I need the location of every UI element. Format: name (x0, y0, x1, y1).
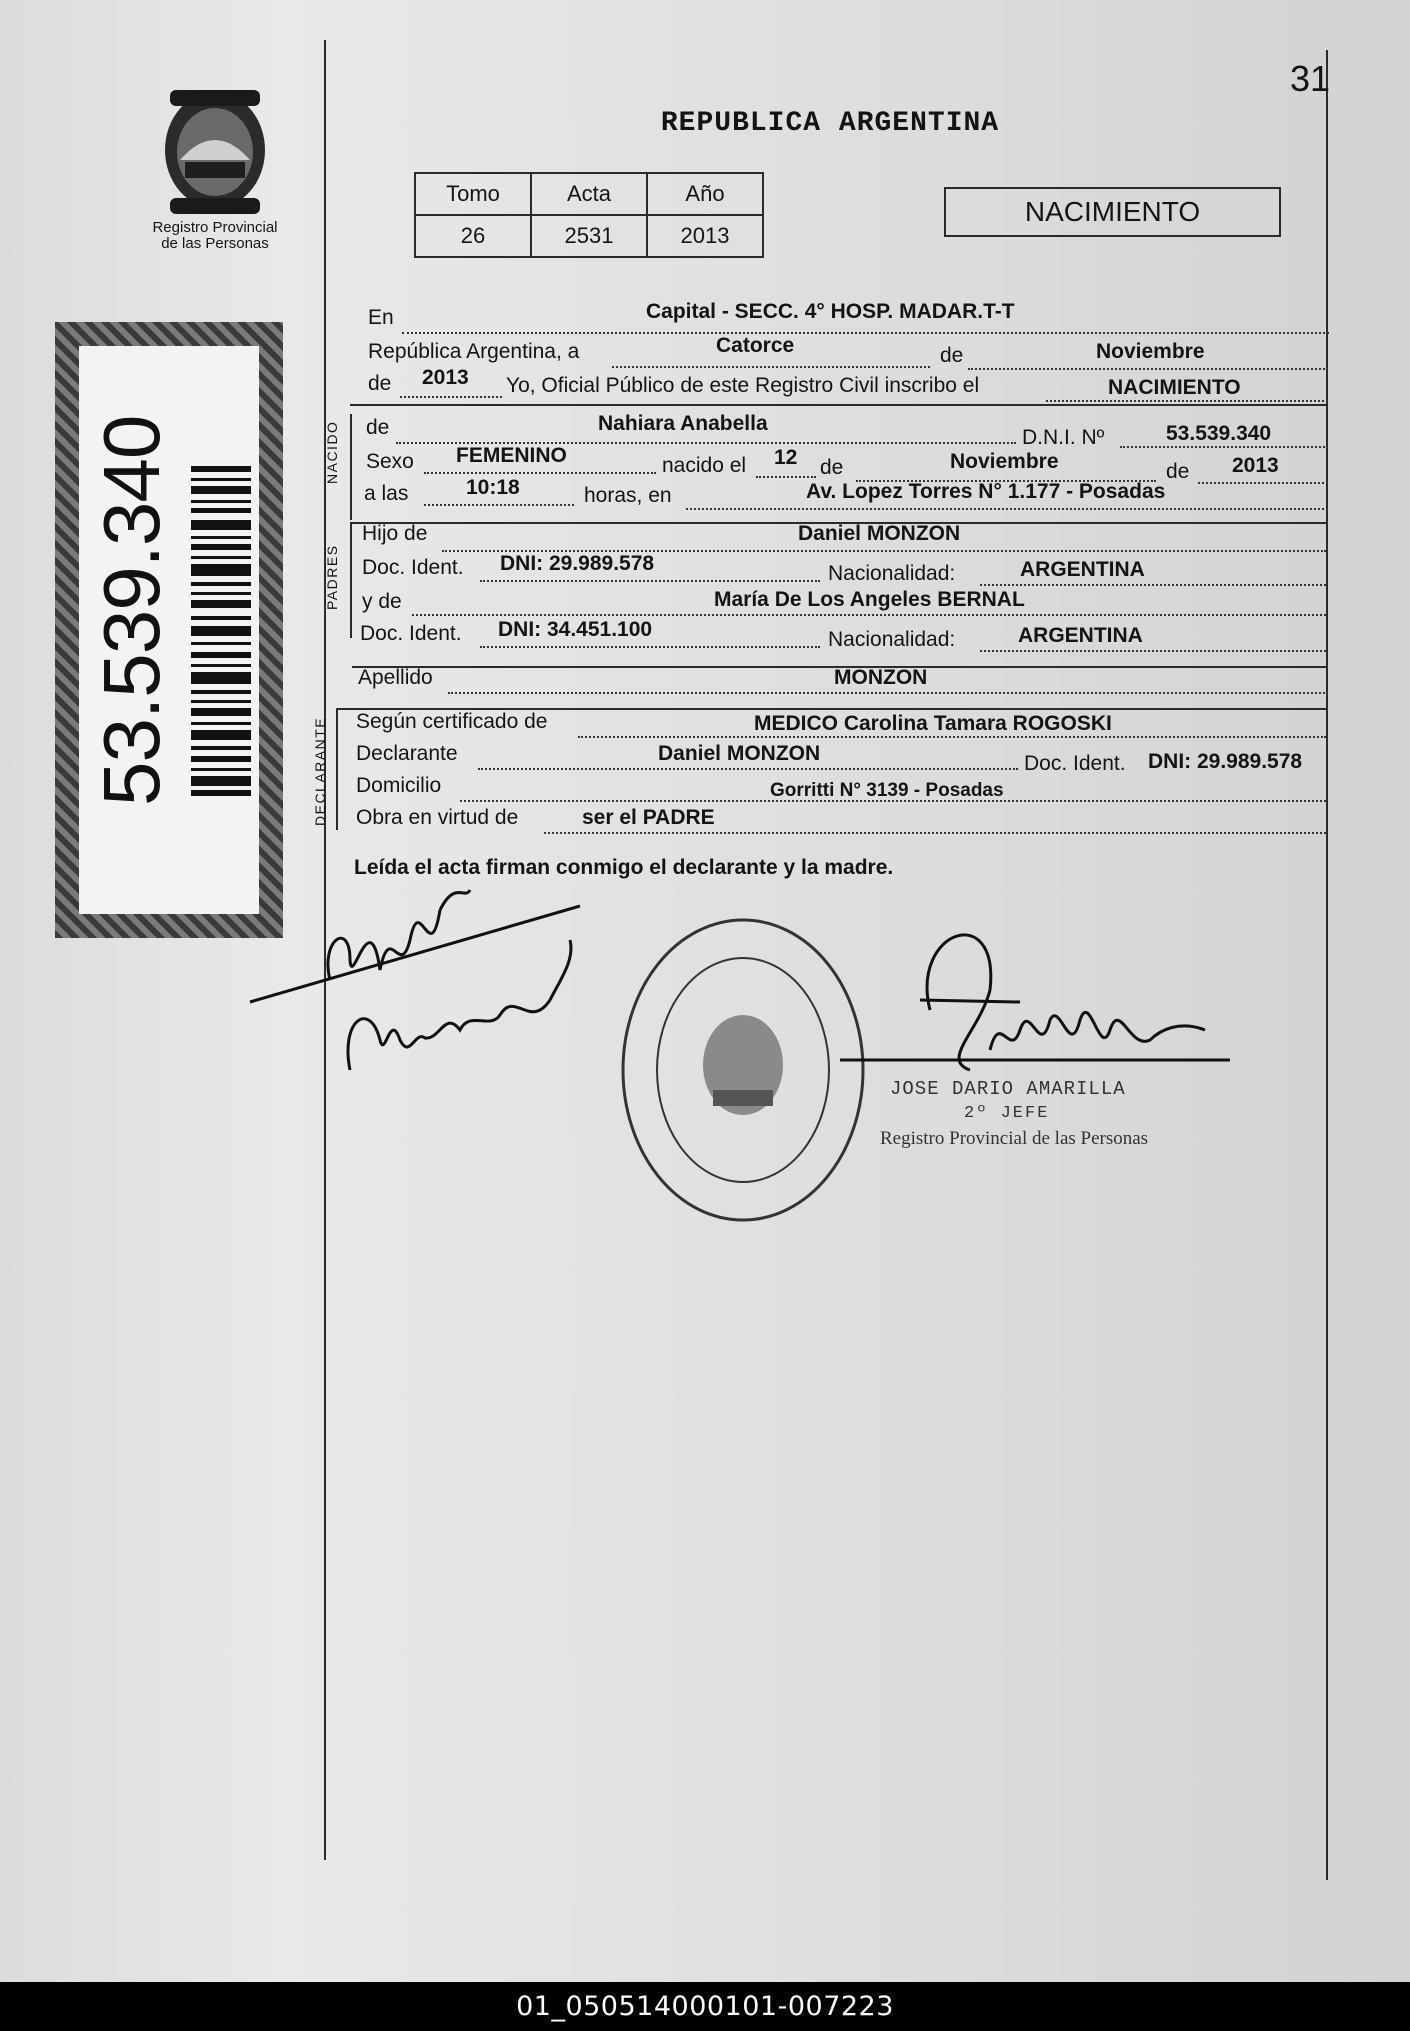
oficial-text: Yo, Oficial Público de este Registro Civil inscribo el (506, 374, 980, 397)
dotted-line (402, 332, 1329, 334)
birth-de-year-label: de (1166, 460, 1190, 483)
nacido-el-label: nacido el (662, 454, 747, 477)
dotted-line (686, 508, 1328, 510)
obra-value: ser el PADRE (582, 806, 715, 829)
inscribe-value: NACIMIENTO (1108, 376, 1241, 399)
barcode-number: 53.539.340 (87, 415, 176, 806)
dotted-line (756, 476, 816, 478)
child-name-value: Nahiara Anabella (598, 412, 768, 435)
a-las-label: a las (364, 482, 409, 505)
y-de-label: y de (362, 590, 402, 613)
father-doc-value: DNI: 29.989.578 (500, 552, 655, 575)
sexo-label: Sexo (366, 450, 414, 473)
declarante-section-label: DECLARANTE (312, 716, 328, 826)
birth-de-label: de (820, 456, 844, 479)
domicilio-label: Domicilio (356, 774, 442, 797)
register-table (414, 172, 764, 258)
dotted-line (1120, 446, 1328, 448)
year-value: 2013 (422, 366, 469, 389)
de-year-label: de (368, 372, 392, 395)
father-name-value: Daniel MONZON (798, 522, 961, 545)
dotted-line (412, 614, 1326, 616)
dni-label: D.N.I. Nº (1022, 426, 1105, 449)
dotted-line (1198, 482, 1328, 484)
anio-value: 2013 (647, 215, 763, 257)
closing-statement: Leída el acta firman conmigo el declarante y la madre. (354, 856, 894, 879)
record-type-box: NACIMIENTO (944, 187, 1281, 237)
father-nationality-value: ARGENTINA (1020, 558, 1145, 581)
dotted-line (612, 366, 930, 368)
official-office: Registro Provincial de las Personas (880, 1128, 1149, 1149)
register-value-row (415, 215, 763, 257)
tomo-value: 26 (415, 215, 531, 257)
declarante-value: Daniel MONZON (658, 742, 821, 765)
dotted-line (480, 580, 820, 582)
en-label: En (368, 306, 394, 329)
republica-label: República Argentina, a (368, 340, 580, 363)
registrar-signature-icon (820, 910, 1240, 1100)
acta-header: Acta (531, 173, 647, 215)
dotted-line (980, 584, 1326, 586)
mother-name-value: María De Los Angeles BERNAL (714, 588, 1025, 611)
apellido-label: Apellido (358, 666, 433, 689)
dotted-line (1046, 400, 1328, 402)
horas-label: horas, en (584, 484, 672, 507)
dotted-line (400, 396, 502, 398)
misiones-emblem-logo (150, 80, 280, 220)
apellido-value: MONZON (834, 666, 928, 689)
dni-value: 53.539.340 (1166, 422, 1272, 445)
mother-doc-label: Doc. Ident. (360, 622, 462, 645)
nacido-de-label: de (366, 416, 390, 439)
official-title: 2º JEFE (964, 1104, 1050, 1123)
dotted-line (980, 650, 1326, 652)
page-number: 31 (1290, 58, 1331, 99)
dotted-line (544, 832, 1326, 834)
birth-address-value: Av. Lopez Torres N° 1.177 - Posadas (806, 480, 1166, 503)
padres-section-label: PADRES (324, 544, 340, 610)
declarante-doc-label: Doc. Ident. (1024, 752, 1126, 775)
logo-caption-line1: Registro Provincial (152, 219, 278, 236)
dotted-line (424, 504, 574, 506)
dotted-line (968, 368, 1328, 370)
hijo-de-label: Hijo de (362, 522, 428, 545)
birth-month-value: Noviembre (950, 450, 1059, 473)
declarante-label: Declarante (356, 742, 458, 765)
sexo-value: FEMENINO (456, 444, 567, 467)
de-label: de (940, 344, 964, 367)
domicilio-value: Gorritti N° 3139 - Posadas (770, 780, 1004, 801)
nacido-section-label: NACIDO (324, 420, 340, 484)
mother-nationality-label: Nacionalidad: (828, 628, 956, 651)
father-nationality-label: Nacionalidad: (828, 562, 956, 585)
birth-day-value: 12 (774, 446, 798, 469)
right-margin-line (1326, 50, 1328, 1880)
birth-time-value: 10:18 (466, 476, 520, 499)
padres-section-line (350, 522, 352, 638)
dotted-line (578, 736, 1326, 738)
declarante-doc-value: DNI: 29.989.578 (1148, 750, 1303, 773)
dotted-line (480, 646, 820, 648)
barcode-sticker (55, 322, 283, 938)
nacido-section-line (350, 414, 352, 520)
dotted-line (448, 692, 1328, 694)
barcode-label (79, 346, 259, 914)
mother-doc-value: DNI: 34.451.100 (498, 618, 653, 641)
logo-caption (130, 220, 300, 252)
official-name: JOSE DARIO AMARILLA (890, 1078, 1126, 1100)
dotted-line (424, 472, 656, 474)
logo-caption-line2: de las Personas (161, 235, 269, 252)
mother-nationality-value: ARGENTINA (1018, 624, 1143, 647)
certificado-value: MEDICO Carolina Tamara ROGOSKI (754, 712, 1112, 735)
month-value: Noviembre (1096, 340, 1205, 363)
birth-year-value: 2013 (1232, 454, 1279, 477)
certificado-label: Según certificado de (356, 710, 548, 733)
obra-label: Obra en virtud de (356, 806, 519, 829)
scan-footer-id: 01_050514000101-007223 (0, 1982, 1410, 2031)
acta-value: 2531 (531, 215, 647, 257)
day-words-value: Catorce (716, 334, 795, 357)
place-value: Capital - SECC. 4° HOSP. MADAR.T-T (646, 300, 1015, 323)
document-title: REPUBLICA ARGENTINA (660, 108, 1000, 139)
barcode-icon (191, 466, 251, 796)
nacido-top-rule (350, 404, 1328, 406)
tomo-header: Tomo (415, 173, 531, 215)
declarante-section-line (336, 708, 338, 830)
register-header-row (415, 173, 763, 215)
dotted-line (478, 768, 1018, 770)
father-doc-label: Doc. Ident. (362, 556, 464, 579)
mother-signature-icon (330, 920, 590, 1080)
anio-header: Año (647, 173, 763, 215)
